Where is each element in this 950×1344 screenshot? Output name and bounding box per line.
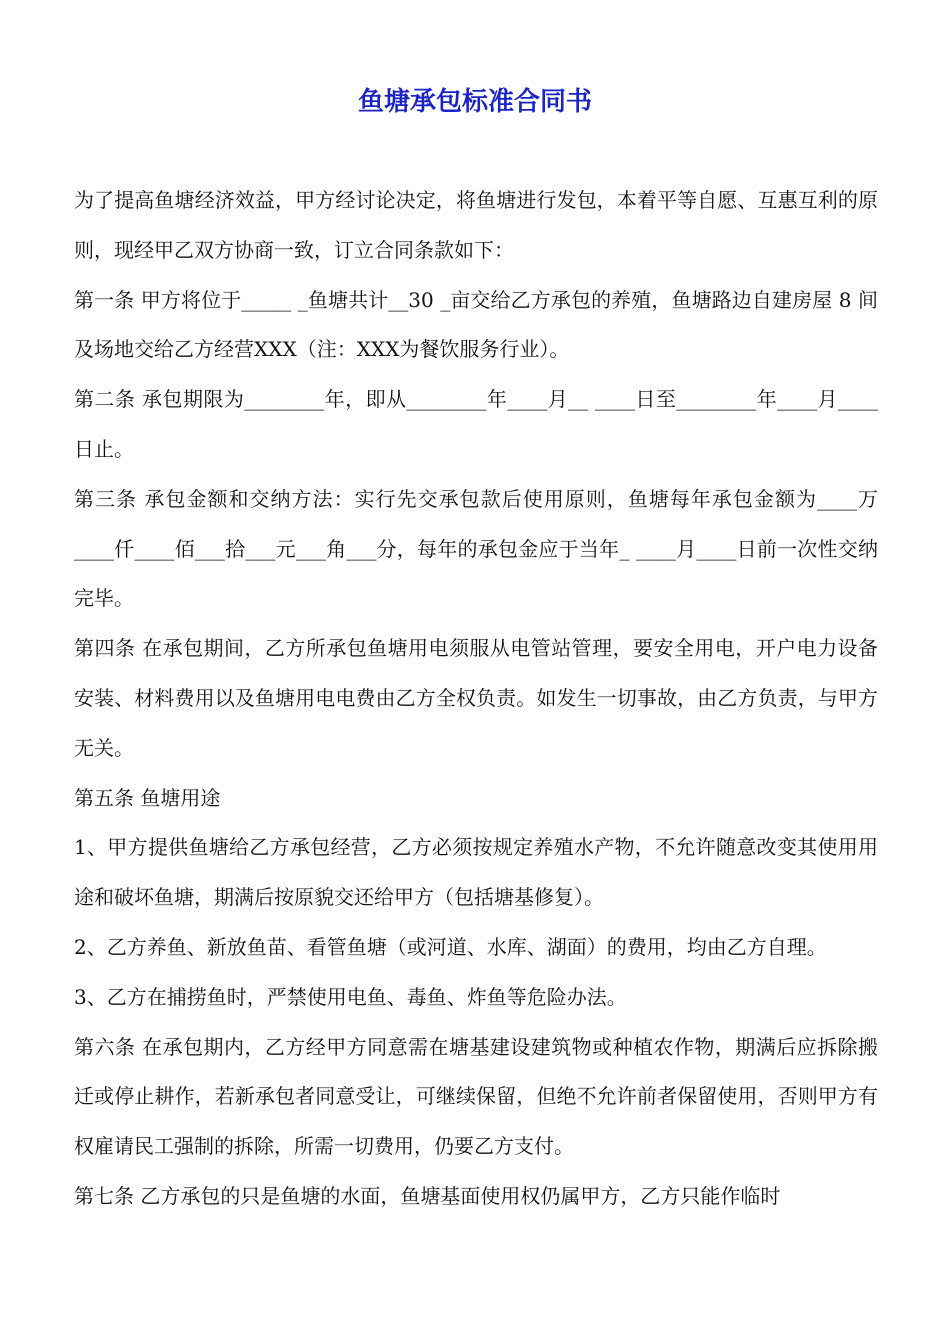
article-5-item-2: 2、乙方养鱼、新放鱼苗、看管鱼塘（或河道、水库、湖面）的费用，均由乙方自理。 — [74, 934, 827, 959]
document-body — [74, 176, 878, 1222]
article-6-paragraph: 第六条 在承包期内，乙方经甲方同意需在塘基建设建筑物或种植农作物，期满后应拆除搬迁或停止耕作，若新承包者同意受让，可继续保留，但绝不允许前者保留使用，否则甲方有权雇请民工强制的拆除，所需一切费用，仍要乙方支付。 — [74, 1034, 878, 1159]
article-3-paragraph: 第三条 承包金额和交纳方法：实行先交承包款后使用原则，鱼塘每年承包金额为____万____仟____佰___拾___元___角___分，每年的承包金应于当年_ ____月____日前一次性交纳完毕。 — [74, 486, 878, 611]
article-7-paragraph: 第七条 乙方承包的只是鱼塘的水面，鱼塘基面使用权仍属甲方，乙方只能作临时 — [74, 1183, 781, 1208]
article-5-heading: 第五条 鱼塘用途 — [74, 785, 221, 810]
article-5-item-3: 3、乙方在捕捞鱼时，严禁使用电鱼、毒鱼、炸鱼等危险办法。 — [74, 984, 627, 1009]
article-5-item-1: 1、甲方提供鱼塘给乙方承包经营，乙方必须按规定养殖水产物，不允许随意改变其使用用途和破坏鱼塘，期满后按原貌交还给甲方（包括塘基修复）。 — [74, 835, 878, 910]
article-1-paragraph: 第一条 甲方将位于_____ _鱼塘共计__30 _亩交给乙方承包的养殖，鱼塘路边自建房屋 8 间及场地交给乙方经营XXX（注：XXX为餐饮服务行业）。 — [74, 287, 878, 362]
intro-paragraph: 为了提高鱼塘经济效益，甲方经讨论决定，将鱼塘进行发包，本着平等自愿、互惠互利的原则，现经甲乙双方协商一致，订立合同条款如下： — [74, 188, 878, 262]
article-2-paragraph: 第二条 承包期限为________年，即从________年____月__ ____日至________年____月____日止。 — [74, 387, 878, 461]
document-title: 鱼塘承包标准合同书 — [357, 87, 592, 117]
article-4-paragraph: 第四条 在承包期间，乙方所承包鱼塘用电须服从电管站管理，要安全用电，开户电力设备安装、材料费用以及鱼塘用电电费由乙方全权负责。如发生一切事故，由乙方负责，与甲方无关。 — [74, 636, 878, 760]
